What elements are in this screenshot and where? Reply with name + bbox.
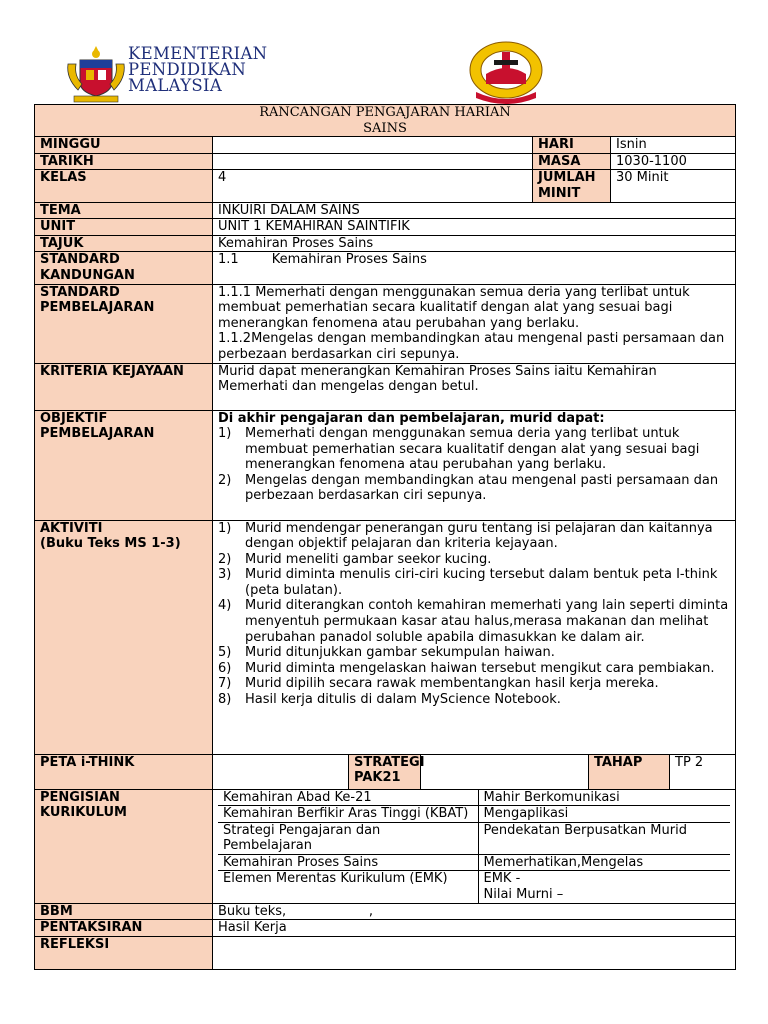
tajuk-field[interactable]: Kemahiran Proses Sains <box>213 235 736 252</box>
pk-value[interactable]: Mahir Berkomunikasi <box>478 790 730 806</box>
ministry-line-3: MALAYSIA <box>128 76 223 95</box>
tema-field[interactable]: INKUIRI DALAM SAINS <box>213 202 736 219</box>
peta-ithink-label: PETA i-THINK <box>35 754 213 789</box>
standard-pembelajaran-label: STANDARD PEMBELAJARAN <box>35 284 213 363</box>
aktiviti-item: 3) Murid diminta menulis ciri-ciri kucing tersebut dalam bentuk peta I-think (peta bulatan). <box>218 567 718 598</box>
nilai-murni-value: Nilai Murni – <box>483 887 564 903</box>
header-logos <box>0 0 768 104</box>
standard-pembelajaran-field[interactable] <box>213 284 736 363</box>
malaysia-coat-of-arms-icon <box>64 44 128 104</box>
tahap-label: TAHAP <box>589 754 670 789</box>
standard-kandungan-field[interactable]: 1.1 Kemahiran Proses Sains <box>213 252 736 284</box>
aktiviti-item: 8) Hasil kerja ditulis di dalam MyScience Notebook. <box>218 692 561 708</box>
masa-field[interactable]: 1030-1100 <box>611 153 736 170</box>
minggu-field[interactable] <box>213 137 533 154</box>
objektif-intro: Di akhir pengajaran dan pembelajaran, murid dapat: <box>218 410 605 426</box>
plan-title-line-2: SAINS <box>363 120 407 136</box>
pentaksiran-field[interactable]: Hasil Kerja <box>213 920 736 937</box>
ministry-line-2: PENDIDIKAN <box>128 60 247 79</box>
tarikh-field[interactable] <box>213 153 533 170</box>
objektif-label: OBJEKTIF PEMBELAJARAN <box>35 410 213 520</box>
tema-label: TEMA <box>35 202 213 219</box>
aktiviti-field[interactable] <box>213 520 736 754</box>
pk-key: Kemahiran Abad Ke-21 <box>223 789 372 805</box>
aktiviti-item: 2) Murid meneliti gambar seekor kucing. <box>218 551 492 567</box>
aktiviti-item: 5) Murid ditunjukkan gambar sekumpulan haiwan. <box>218 645 555 661</box>
bbm-label: BBM <box>35 903 213 920</box>
tahap-field[interactable]: TP 2 <box>670 754 736 789</box>
pk-value[interactable]: Pendekatan Berpusatkan Murid <box>478 822 730 854</box>
pk-value[interactable]: Memerhatikan,Mengelas <box>478 854 730 871</box>
hari-label: HARI <box>533 137 611 154</box>
aktiviti-item: 7) Murid dipilih secara rawak membentangkan hasil kerja mereka. <box>218 676 659 692</box>
strategi-pak21-field[interactable] <box>421 754 589 789</box>
unit-label: UNIT <box>35 219 213 236</box>
jumlah-minit-label: JUMLAH MINIT <box>533 170 611 202</box>
standard-kandungan-label: STANDARD KANDUNGAN <box>35 252 213 284</box>
aktiviti-subtitle: (Buku Teks MS 1-3) <box>40 536 181 552</box>
hari-field[interactable]: Isnin <box>611 137 736 154</box>
objektif-field[interactable] <box>213 410 736 520</box>
pk-key: Elemen Merentas Kurikulum (EMK) <box>218 871 478 903</box>
plan-title <box>35 105 736 137</box>
unit-field[interactable]: UNIT 1 KEMAHIRAN SAINTIFIK <box>213 219 736 236</box>
ministry-line-1: KEMENTERIAN <box>128 44 268 63</box>
minggu-label: MINGGU <box>35 137 213 154</box>
refleksi-field[interactable] <box>213 936 736 969</box>
pk-value[interactable] <box>478 871 730 903</box>
pentaksiran-label: PENTAKSIRAN <box>35 920 213 937</box>
strategi-pak21-label: STRATEGI PAK21 <box>349 754 421 789</box>
aktiviti-item: 1) Murid mendengar penerangan guru tentang isi pelajaran dan kaitannya dengan objektif pelajaran dan kriteria kejayaan. <box>218 520 713 552</box>
kelas-field[interactable]: 4 <box>213 170 533 202</box>
ministry-wordmark <box>128 46 267 94</box>
kriteria-kejayaan-label: KRITERIA KEJAYAAN <box>35 363 213 410</box>
tarikh-label: TARIKH <box>35 153 213 170</box>
aktiviti-item: 4) Murid diterangkan contoh kemahiran memerhati yang lain seperti diminta menyentuh permukaan kasar atau halus,merasa makanan dan melihat perubahan panadol soluble apabila dimasukkan ke dalam air. <box>218 598 729 645</box>
aktiviti-item: 6) Murid diminta mengelaskan haiwan tersebut mengikut cara pembiakan. <box>218 660 715 676</box>
bbm-field[interactable]: Buku teks, , <box>213 903 736 920</box>
pengisian-kurikulum-label: PENGISIAN KURIKULUM <box>35 789 213 903</box>
pk-key: Kemahiran Proses Sains <box>218 854 478 871</box>
masa-label: MASA <box>533 153 611 170</box>
peta-ithink-field[interactable] <box>213 754 349 789</box>
standard-pembelajaran-item-1: 1.1.1 Memerhati dengan menggunakan semua deria yang terlibat untuk membuat pemerhatian secara kualitatif dengan alat yang sesuai bagi menerangkan fenomena atau perubahan yang berlaku. <box>218 284 690 331</box>
aktiviti-list <box>218 521 730 708</box>
plan-title-line-1: RANCANGAN PENGAJARAN HARIAN <box>259 105 511 120</box>
objektif-list <box>218 426 730 504</box>
pk-key: Kemahiran Berfikir Aras Tinggi (KBAT) <box>218 806 478 823</box>
objektif-item: 2) Mengelas dengan membandingkan atau mengenal pasti persamaan dan perbezaan berdasarkan ciri sepunya. <box>218 472 719 504</box>
pk-value[interactable]: Mengaplikasi <box>478 806 730 823</box>
kelas-label: KELAS <box>35 170 213 202</box>
tajuk-label: TAJUK <box>35 235 213 252</box>
lesson-plan-table <box>34 104 736 970</box>
school-logo-icon <box>468 40 544 104</box>
objektif-item: 1) Memerhati dengan menggunakan semua deria yang terlibat untuk membuat pemerhatian secara kualitatif dengan alat yang sesuai bagi menerangkan fenomena atau perubahan yang berlaku. <box>218 426 700 473</box>
standard-pembelajaran-item-2: 1.1.2Mengelas dengan membandingkan atau mengenal pasti persamaan dan perbezaan berdasarkan ciri sepunya. <box>218 331 725 362</box>
pengisian-kurikulum-field <box>213 789 736 903</box>
refleksi-label: REFLEKSI <box>35 936 213 969</box>
emk-value: EMK - <box>483 871 521 887</box>
pengisian-kurikulum-table <box>218 790 730 903</box>
aktiviti-title: AKTIVITI <box>40 520 103 536</box>
aktiviti-label <box>35 520 213 754</box>
kriteria-kejayaan-field[interactable]: Murid dapat menerangkan Kemahiran Proses Sains iaitu Kemahiran Memerhati dan mengelas dengan betul. <box>213 363 736 410</box>
jumlah-minit-field[interactable]: 30 Minit <box>611 170 736 202</box>
pk-key: Strategi Pengajaran dan Pembelajaran <box>218 822 478 854</box>
